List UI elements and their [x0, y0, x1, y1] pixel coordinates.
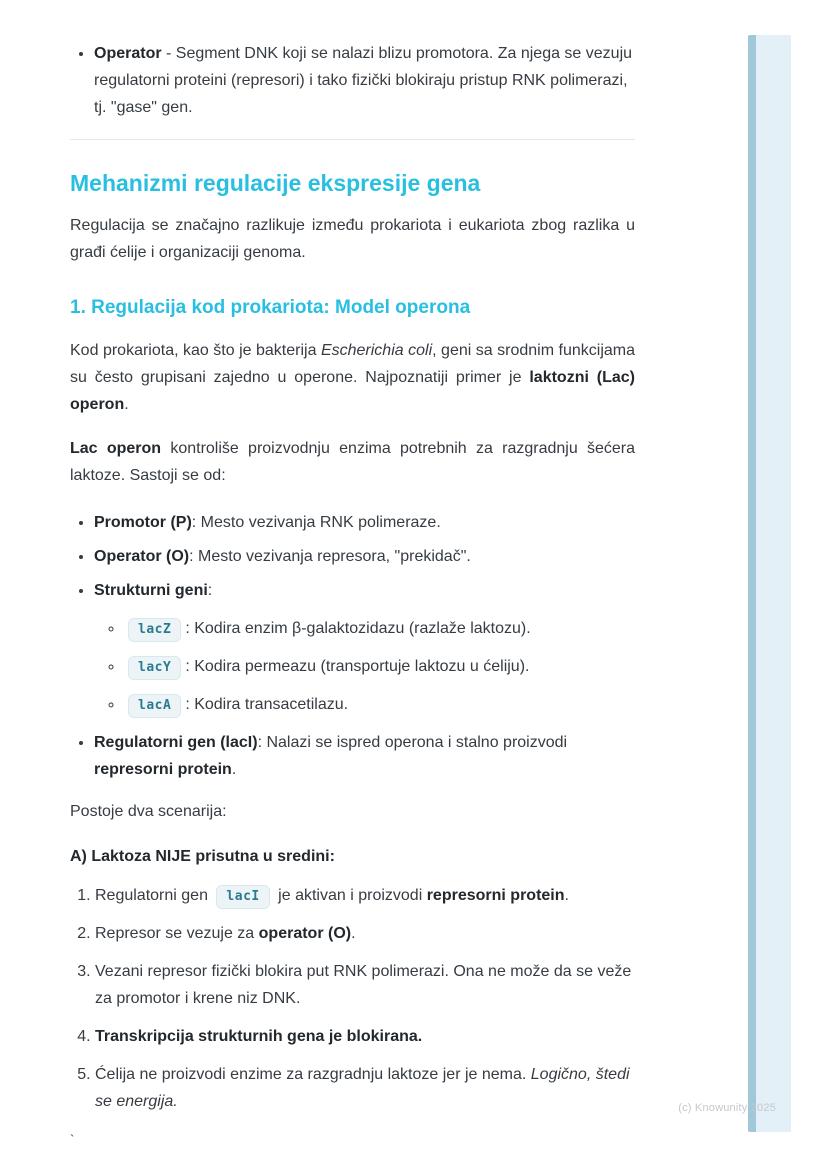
page-title: Mehanizmi regulacije ekspresije gena	[70, 170, 481, 196]
body-text: : Nalazi se ispred operona i stalno proizvodi	[257, 734, 568, 751]
bullet-list-components	[70, 509, 635, 783]
term-operator: Operator (O)	[94, 548, 190, 565]
ordered-list-steps	[70, 882, 635, 1115]
gene-code-chip-laci: lacI	[216, 885, 269, 909]
divider	[70, 139, 635, 140]
stray-backtick: `	[70, 1132, 75, 1147]
body-text: .	[231, 761, 237, 778]
bullet-list-genes	[94, 615, 635, 718]
list-item-operator	[94, 543, 635, 570]
gene-code-chip-lacy: lacY	[128, 656, 181, 680]
paragraph-lac-operon	[70, 435, 635, 489]
step-2	[95, 920, 635, 947]
body-text: .	[124, 396, 129, 413]
subsection-title: 1. Regulacija kod prokariota: Model operona	[70, 297, 471, 318]
body-text: Kod prokariota, kao što je bakterija	[70, 342, 321, 359]
term-lac-operon: laktozni (Lac) operon	[70, 369, 636, 413]
italic-note: Logično, štedi se energija.	[95, 1066, 630, 1110]
gene-code-chip-laca: lacA	[128, 694, 181, 718]
side-accent-panel	[756, 35, 791, 1132]
body-text: Vezani represor fizički blokira put RNK polimerazi. Ona ne može da se veže za promotor i krene niz DNK.	[95, 963, 632, 1007]
paragraph-prokaryotes	[70, 337, 635, 418]
body-text: : Mesto vezivanja represora, "prekidač".	[189, 548, 471, 565]
list-item-promotor	[94, 509, 635, 536]
term-structural-genes: Strukturni geni	[94, 582, 208, 599]
term-repressor-protein: represorni protein	[94, 761, 232, 778]
paragraph-regulation-intro: Regulacija se značajno razlikuje između prokariota i eukariota zbog razlika u građi ćelije i organizaciji genoma.	[70, 217, 635, 261]
body-text: :	[207, 582, 213, 599]
body-text: kontroliše proizvodnju enzima potrebnih za razgradnju šećera laktoze. Sastoji se od:	[70, 440, 636, 484]
step-3	[95, 958, 635, 1012]
scenario-a-title: A) Laktoza NIJE prisutna u sredini:	[70, 848, 335, 865]
list-item	[94, 40, 635, 121]
list-item-laca	[124, 691, 635, 718]
list-item-lacy	[124, 653, 635, 680]
term-lac-operon: Lac operon	[70, 440, 162, 457]
body-text: : Mesto vezivanja RNK polimeraze.	[191, 514, 441, 531]
body-text: je aktivan i proizvodi	[273, 887, 427, 904]
body-text: : Kodira enzim β-galaktozidazu (razlaže laktozu).	[185, 620, 531, 637]
term-operator: Operator	[94, 45, 162, 62]
body-text: , geni sa srodnim funkcijama su često grupisani zajedno u operone. Najpoznatiji primer je	[70, 342, 635, 386]
body-text: : Kodira permeazu (transportuje laktozu u ćeliju).	[185, 658, 530, 675]
body-text: : Kodira transacetilazu.	[185, 696, 349, 713]
term-repressor-protein: represorni protein	[426, 887, 565, 904]
list-item-regulator-gene	[94, 729, 635, 783]
list-item-lacz	[124, 615, 635, 642]
body-text: Regulatorni gen	[95, 887, 213, 904]
body-text: .	[564, 887, 569, 904]
term-promotor: Promotor (P)	[94, 514, 192, 531]
step-5	[95, 1061, 635, 1115]
body-text: .	[351, 925, 356, 942]
list-item-structural-genes	[94, 577, 635, 718]
side-accent-strip	[748, 35, 756, 1132]
footer-credit: (c) Knowunity 2025	[678, 1102, 776, 1114]
term-operator: operator (O)	[258, 925, 352, 942]
bullet-list	[70, 40, 635, 121]
gene-code-chip-lacz: lacZ	[128, 618, 181, 642]
document-content	[70, 28, 635, 1153]
step-4	[95, 1023, 635, 1050]
paragraph-scenarios: Postoje dva scenarija:	[70, 803, 227, 820]
body-text: - Segment DNK koji se nalazi blizu promotora. Za njega se vezuju regulatorni proteini (represori) i tako fizički blokiraju pristup RNK polimerazi, tj. "gase" gen.	[94, 45, 633, 116]
term-regulator-gene: Regulatorni gen (lacI)	[94, 734, 258, 751]
step-1	[95, 882, 635, 909]
bold-statement: Transkripcija strukturnih gena je blokirana.	[95, 1028, 423, 1045]
species-name: Escherichia coli	[320, 342, 433, 359]
body-text: Ćelija ne proizvodi enzime za razgradnju laktoze jer je nema.	[95, 1066, 531, 1083]
body-text: Represor se vezuje za	[95, 925, 259, 942]
